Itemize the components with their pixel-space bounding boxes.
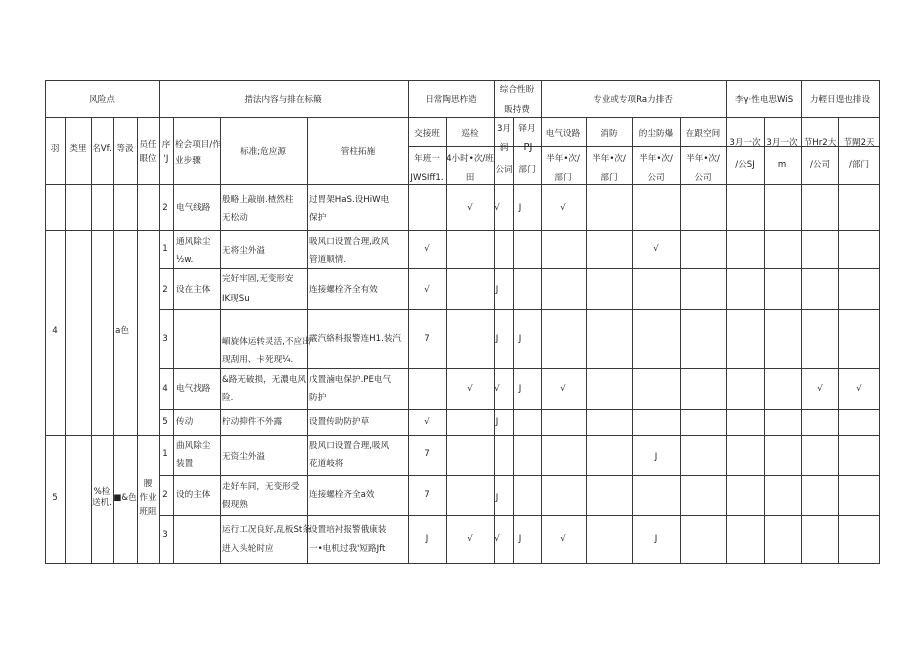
group-equipment-name: %检 <box>93 487 111 497</box>
col-confined-frequency: 公司 <box>694 173 712 183</box>
grid-line <box>159 515 880 516</box>
group-number: 5 <box>52 493 58 503</box>
col-dust: 的尘防爆 <box>638 129 674 139</box>
cell-shift: J <box>425 534 429 544</box>
row-control: 戊置滷电保护.PE电气 <box>309 375 392 385</box>
cell-holiday-a: √ <box>817 384 823 394</box>
row-control: 过胃架HaS.设HiW电 <box>309 195 390 205</box>
cell-electrical: √ <box>560 203 566 213</box>
row-standard: &路无破损，无濃电风 <box>222 375 307 385</box>
row-check-item: ½w. <box>176 255 194 265</box>
col-dust-frequency: 公司 <box>647 173 665 183</box>
col-responsibility: 眼位 <box>139 154 157 164</box>
grid-line <box>408 80 409 564</box>
group-level: ■&色 <box>113 493 137 503</box>
cell-monthly-b: J <box>518 384 522 394</box>
col-fire: 消防 <box>600 129 618 139</box>
cell-monthly: √ <box>494 203 500 213</box>
grid-line <box>45 80 880 81</box>
grid-line <box>632 117 633 563</box>
col-responsibility: 员任 <box>139 140 157 150</box>
col-monthly-frequency: 润 <box>499 143 509 153</box>
col-check-item: 业步骤 <box>175 156 201 166</box>
row-standard: 走好车同，无变形受 <box>222 482 300 492</box>
col-confined-frequency: 半年•次/ <box>686 154 720 164</box>
col-shift: 交接班 <box>414 129 440 139</box>
cell-shift: 7 <box>424 490 430 500</box>
grid-line <box>65 117 66 563</box>
col-confined: 在跟空间 <box>685 129 721 139</box>
cell-monthly-b: J <box>518 334 522 344</box>
row-check-item: 通风除尘 <box>176 237 211 247</box>
col-monthly-b-frequency: 部门 <box>518 165 536 175</box>
col-monthly: 3月 <box>496 124 512 134</box>
grid-line <box>45 184 880 185</box>
header-special: 专业或专项Ra力排否 <box>593 95 673 105</box>
cell-shift: 7 <box>424 449 430 459</box>
group-level: a色 <box>115 326 129 336</box>
row-control: 股风口设置合理,吸风 <box>309 441 390 451</box>
header-control-measures: 措法内容与排在标簸 <box>244 95 322 105</box>
grid-line <box>220 117 221 563</box>
col-season-a: 3月一次 <box>729 138 761 148</box>
col-standard: 标准;危应源 <box>240 147 286 157</box>
cell-fire: J <box>654 534 658 544</box>
row-control: 管道顺情. <box>309 255 347 265</box>
group-number: 4 <box>52 326 58 336</box>
grid-line <box>838 117 839 563</box>
cell-shift: √ <box>424 417 430 427</box>
grid-line <box>680 117 681 563</box>
cell-shift: √ <box>424 244 430 254</box>
row-order: 2 <box>162 490 168 500</box>
grid-line <box>446 117 447 563</box>
row-order: 1 <box>162 244 168 254</box>
col-shift-frequency: JWSIff1. <box>410 173 444 183</box>
cell-patrol: √ <box>467 384 473 394</box>
col-category: 类里 <box>69 144 87 154</box>
row-control: 设置传助防护草 <box>309 417 370 427</box>
cell-monthly: √ <box>494 384 500 394</box>
cell-monthly-b: J <box>518 203 522 213</box>
grid-line <box>764 117 765 563</box>
row-order: 3 <box>162 334 168 344</box>
cell-fire: J <box>654 452 658 462</box>
row-check-item: 电气找路 <box>176 384 211 394</box>
grid-line <box>137 117 138 563</box>
col-order: 'J <box>163 154 169 164</box>
col-season-b: 3月一次 <box>766 138 798 148</box>
row-order: 3 <box>162 530 168 540</box>
col-electrical-frequency: 半年•次/ <box>546 154 580 164</box>
group-responsibility: 腰 <box>143 479 153 489</box>
row-control: 连接螺栓齐全a效 <box>309 490 375 500</box>
header-holiday: 力輕日遑也排设 <box>809 95 871 105</box>
row-control: 防护 <box>309 393 327 403</box>
row-control: 一•电机过我'短路Jft <box>309 544 386 554</box>
row-check-item: 曲风除尘 <box>176 441 211 451</box>
col-monthly-frequency: 公词 <box>495 165 513 175</box>
col-order: 序 <box>161 140 171 150</box>
row-standard: 柠动抑件不外露 <box>222 417 283 427</box>
grid-line <box>513 117 514 563</box>
row-control: 设置培衬报警俄康装 <box>309 525 387 535</box>
row-order: 2 <box>162 203 168 213</box>
row-control: 花道岐将 <box>309 459 344 469</box>
row-standard: 般略上敲崩.楂然柱 <box>222 195 294 205</box>
grid-line <box>159 268 880 269</box>
col-patrol-frequency: 4小时•次/班 <box>446 154 494 164</box>
cell-patrol: √ <box>467 534 473 544</box>
col-name: 名Vf. <box>92 144 112 154</box>
row-standard: 运行工况良好,乱板St条 <box>222 525 311 535</box>
col-holiday-b: /部门 <box>848 160 870 170</box>
row-standard: 险. <box>222 393 234 403</box>
cell-monthly: J <box>495 285 499 295</box>
grid-line <box>801 80 802 564</box>
group-responsibility: 作业 <box>139 493 157 503</box>
group-responsibility: 班阻 <box>139 507 157 517</box>
row-control: 连接螺栓齐全有效 <box>309 285 378 295</box>
cell-monthly: J <box>495 334 499 344</box>
col-monthly-b-frequency: PJ <box>523 142 533 153</box>
row-check-item: 装置 <box>176 459 194 469</box>
grid-line <box>45 563 880 564</box>
col-electrical: 电气设路 <box>545 129 581 139</box>
cell-holiday-b: √ <box>856 384 862 394</box>
col-fire-frequency: 半年•次/ <box>592 154 626 164</box>
row-order: 4 <box>162 384 168 394</box>
grid-line <box>159 80 160 564</box>
row-standard: 无松动 <box>222 213 248 223</box>
col-patrol: 巡检 <box>461 129 479 139</box>
row-standard: 假现熟 <box>222 500 248 510</box>
grid-line <box>45 80 46 564</box>
cell-shift: √ <box>424 285 430 295</box>
cell-electrical: √ <box>560 384 566 394</box>
col-dust-frequency: 半年•次/ <box>639 154 673 164</box>
col-season-a: /公SJ <box>735 160 755 170</box>
row-standard: 嵋旋体运转灵活,不应出 <box>222 337 311 347</box>
col-seq: 羽 <box>50 144 60 154</box>
row-order: 2 <box>162 285 168 295</box>
col-level: 等汲 <box>116 144 134 154</box>
row-check-item: 设的主体 <box>176 490 211 500</box>
grid-line <box>541 80 542 564</box>
grid-line <box>726 80 727 564</box>
cell-monthly: J <box>495 417 499 427</box>
header-seasonal: 李γ·性电思WiS <box>734 95 794 105</box>
grid-line <box>586 117 587 563</box>
row-standard: 进入头轮时应 <box>222 544 274 554</box>
cell-monthly: √ <box>494 534 500 544</box>
col-check-item: 栓会项目/作 <box>175 140 221 150</box>
row-control: 霰汽絡科报警连H1.装汽 <box>309 334 402 344</box>
row-order: 1 <box>162 449 168 459</box>
cell-patrol: √ <box>467 203 473 213</box>
row-standard: 现刮用、卡死现¼. <box>222 355 294 365</box>
cell-monthly-b: J <box>518 534 522 544</box>
row-check-item: 电气线路 <box>176 203 211 213</box>
grid-line <box>173 117 174 563</box>
grid-line <box>45 117 880 118</box>
row-standard: 完好牢固,无变形安 <box>222 274 294 284</box>
row-order: 5 <box>162 417 168 427</box>
header-comprehensive: 综合性盼 <box>499 85 535 95</box>
grid-line <box>45 435 880 436</box>
col-monthly-b: 铎月 <box>518 124 536 134</box>
row-control: 吸风口设置合理,政风 <box>309 237 390 247</box>
row-check-item: 传动 <box>176 417 194 427</box>
col-patrol-frequency: 田 <box>465 173 475 183</box>
grid-line <box>159 409 880 410</box>
col-holiday-a: 节Hr2大 <box>803 138 837 148</box>
group-equipment-name: 送机. <box>92 498 112 508</box>
grid-line <box>159 309 880 310</box>
cell-shift: 7 <box>424 334 430 344</box>
cell-dust: √ <box>653 244 659 254</box>
col-holiday-b: 节閘2天 <box>843 138 875 148</box>
col-season-b: m <box>777 160 787 170</box>
col-electrical-frequency: 部门 <box>554 173 572 183</box>
col-shift-frequency: 年班一 <box>414 154 440 164</box>
row-standard: IK现Su <box>222 294 250 304</box>
row-control: 保护 <box>309 213 327 223</box>
col-fire-frequency: 部门 <box>600 173 618 183</box>
grid-line <box>159 368 880 369</box>
cell-electrical: √ <box>560 534 566 544</box>
grid-line <box>159 475 880 476</box>
grid-line <box>45 230 880 231</box>
row-check-item: 设在主体 <box>176 285 211 295</box>
col-control: 管柱拓施 <box>340 147 376 157</box>
col-holiday-a: /公司 <box>809 160 831 170</box>
row-standard: 无将尘外溢 <box>222 246 265 256</box>
header-risk-point: 风险点 <box>89 95 115 105</box>
row-standard: 无资尘外溢 <box>222 452 265 462</box>
header-comprehensive: 販持费 <box>504 105 530 115</box>
grid-line <box>879 80 880 564</box>
cell-monthly: J <box>495 493 499 503</box>
header-daily: 日常陶思柞造 <box>425 95 477 105</box>
